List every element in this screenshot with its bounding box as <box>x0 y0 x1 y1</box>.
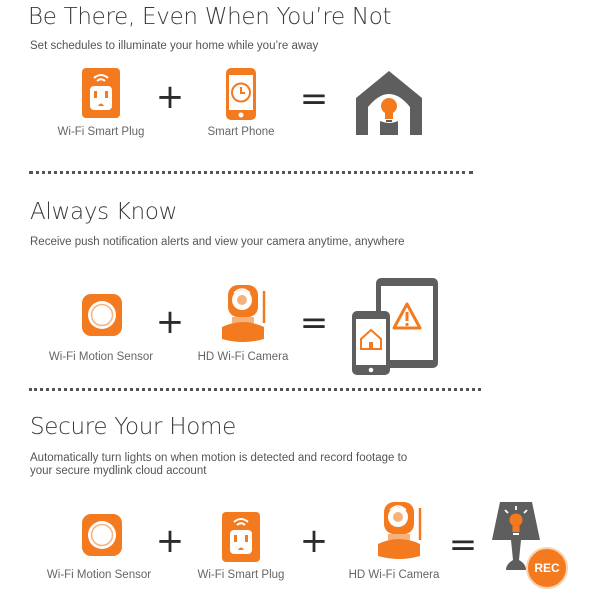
hd-camera-label: HD Wi-Fi Camera <box>197 351 289 363</box>
equals-sign: = <box>299 303 329 343</box>
section-3-subtitle-line-1: Automatically turn lights on when motion is detected and record footage to <box>30 452 408 464</box>
smart-phone-clock-icon <box>226 68 256 120</box>
motion-sensor-icon <box>82 294 122 336</box>
equals-sign: = <box>299 79 329 119</box>
motion-sensor-label: Wi-Fi Motion Sensor <box>48 351 154 363</box>
tablet-phone-alert-icon <box>352 278 442 376</box>
section-3-title: Secure Your Home <box>30 414 236 440</box>
section-divider-1 <box>29 171 473 174</box>
section-2-title: Always Know <box>30 199 178 225</box>
motion-sensor-icon <box>82 514 122 556</box>
record-label: REC <box>534 561 560 575</box>
hd-camera-icon <box>220 283 268 345</box>
hd-camera-icon <box>376 500 424 562</box>
smart-plug-label: Wi-Fi Smart Plug <box>197 569 285 581</box>
record-badge <box>526 547 568 589</box>
motion-sensor-label: Wi-Fi Motion Sensor <box>46 569 152 581</box>
smart-plug-label: Wi-Fi Smart Plug <box>57 126 145 138</box>
smart-phone-label: Smart Phone <box>207 126 275 138</box>
smart-plug-icon <box>222 512 260 562</box>
house-lightbulb-icon <box>356 71 422 135</box>
plus-sign: + <box>155 77 185 117</box>
plus-sign: + <box>155 521 185 561</box>
section-1-subtitle: Set schedules to illuminate your home while you’re away <box>30 40 319 52</box>
plus-sign: + <box>299 521 329 561</box>
section-2-subtitle: Receive push notification alerts and view your camera anytime, anywhere <box>30 236 405 248</box>
section-divider-2 <box>29 388 481 391</box>
section-1-title: Be There, Even When You’re Not <box>28 4 392 30</box>
smart-plug-icon <box>82 68 120 118</box>
equals-sign: = <box>448 525 478 565</box>
plus-sign: + <box>155 302 185 342</box>
hd-camera-label: HD Wi-Fi Camera <box>348 569 440 581</box>
section-3-subtitle-line-2: your secure mydlink cloud account <box>30 465 207 477</box>
